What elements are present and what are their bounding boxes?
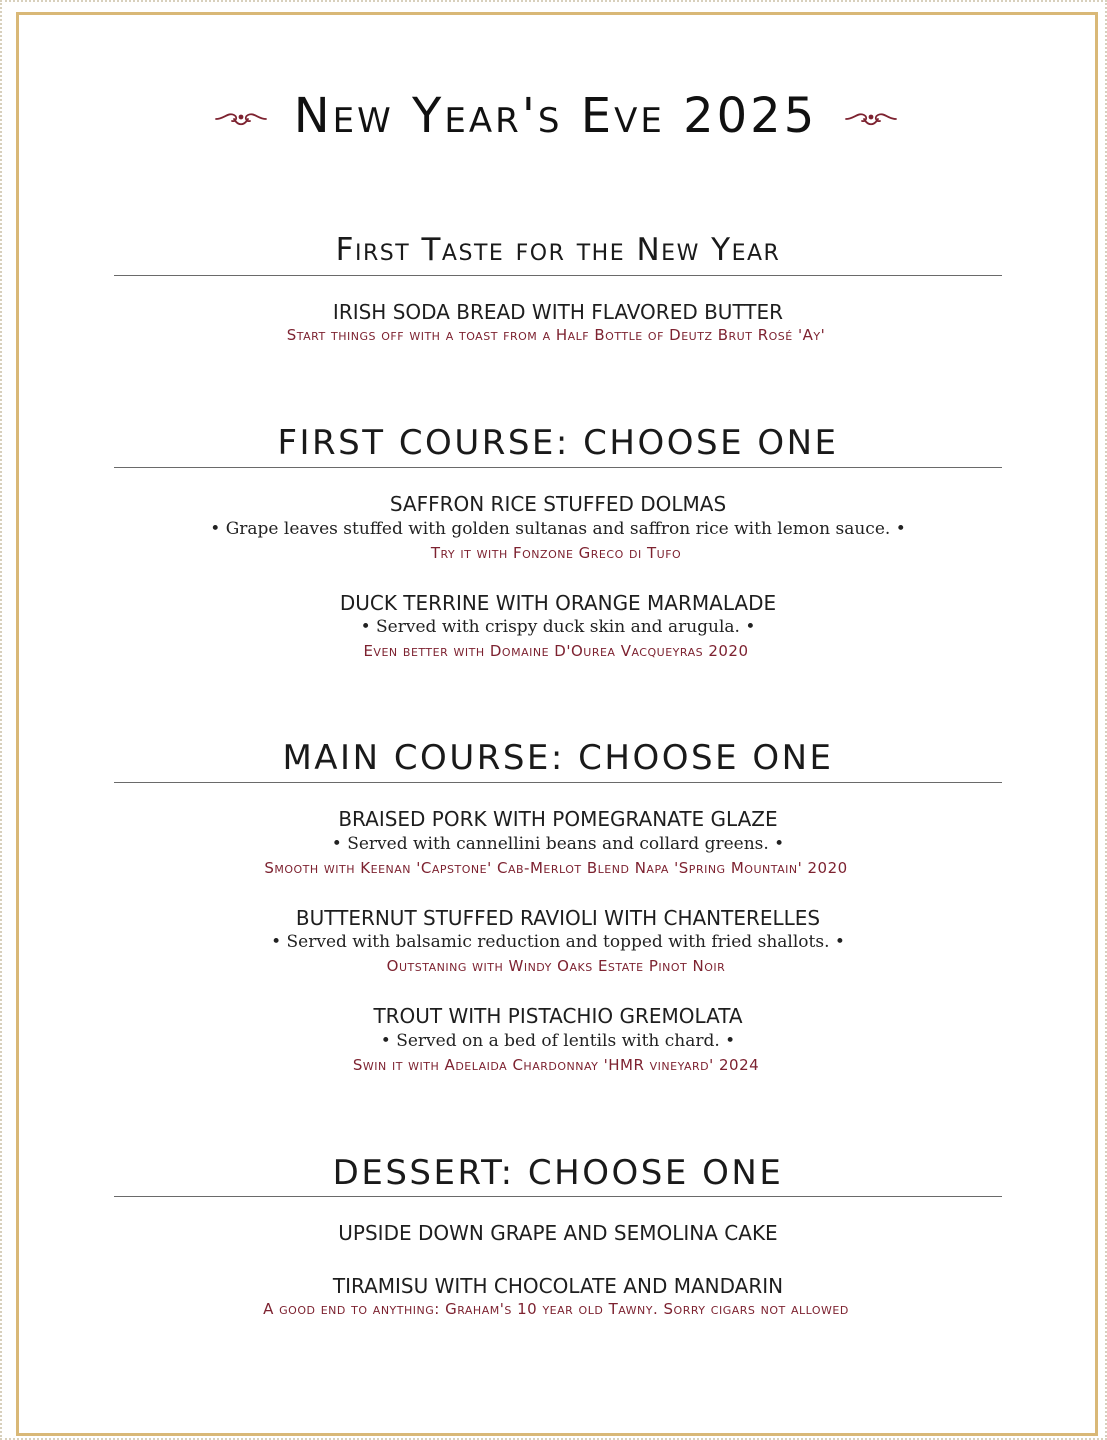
wine-pairing: Start things off with a toast from a Half Bottle of Deutz Brut Rosé 'Ay' [286,326,826,344]
dish-name: BRAISED PORK WITH POMEGRANATE GLAZE [338,807,778,831]
dish-name: SAFFRON RICE STUFFED DOLMAS [389,492,727,516]
section-divider [114,1196,1002,1197]
section-heading-dessert: DESSERT: CHOOSE ONE [332,1153,784,1193]
dish-description: • Served with crispy duck skin and arugula. • [360,617,756,637]
left-flourish-icon [214,108,268,130]
wine-pairing: Swin it with Adelaida Chardonnay 'HMR vineyard' 2024 [352,1056,760,1074]
dish-name: BUTTERNUT STUFFED RAVIOLI WITH CHANTERELLES [295,906,821,930]
wine-pairing: Even better with Domaine D'Ourea Vacqueyras 2020 [363,642,749,660]
dish-description: • Served on a bed of lentils with chard. • [380,1031,736,1051]
dish-name: DUCK TERRINE WITH ORANGE MARMALADE [339,591,777,615]
wine-pairing: Outstaning with Windy Oaks Estate Pinot Noir [386,957,726,975]
wine-pairing: Smooth with Keenan 'Capstone' Cab-Merlot Blend Napa 'Spring Mountain' 2020 [264,859,848,877]
section-divider [114,782,1002,783]
section-divider [114,467,1002,468]
dish-description: • Served with cannellini beans and collard greens. • [331,834,785,854]
dish-name: UPSIDE DOWN GRAPE AND SEMOLINA CAKE [338,1221,778,1245]
dish-name: TROUT WITH PISTACHIO GREMOLATA [373,1004,743,1028]
dish-description: • Grape leaves stuffed with golden sultanas and saffron rice with lemon sauce. • [210,519,906,539]
section-heading-first-course: FIRST COURSE: CHOOSE ONE [277,423,839,463]
wine-pairing: Try it with Fonzone Greco di Tufo [430,544,682,562]
dish-name: IRISH SODA BREAD WITH FLAVORED BUTTER [332,300,784,324]
wine-pairing: A good end to anything: Graham's 10 year old Tawny. Sorry cigars not allowed [263,1300,849,1318]
section-heading-main-course: MAIN COURSE: CHOOSE ONE [282,738,834,778]
menu-title: New Year's Eve 2025 [293,88,818,144]
menu-title-row [2,88,1107,144]
dish-name: TIRAMISU WITH CHOCOLATE AND MANDARIN [332,1274,784,1298]
right-flourish-icon [844,108,898,130]
section-heading-first-taste: First Taste for the New Year [335,232,781,268]
section-divider [114,275,1002,276]
dish-description: • Served with balsamic reduction and topped with fried shallots. • [271,932,845,952]
